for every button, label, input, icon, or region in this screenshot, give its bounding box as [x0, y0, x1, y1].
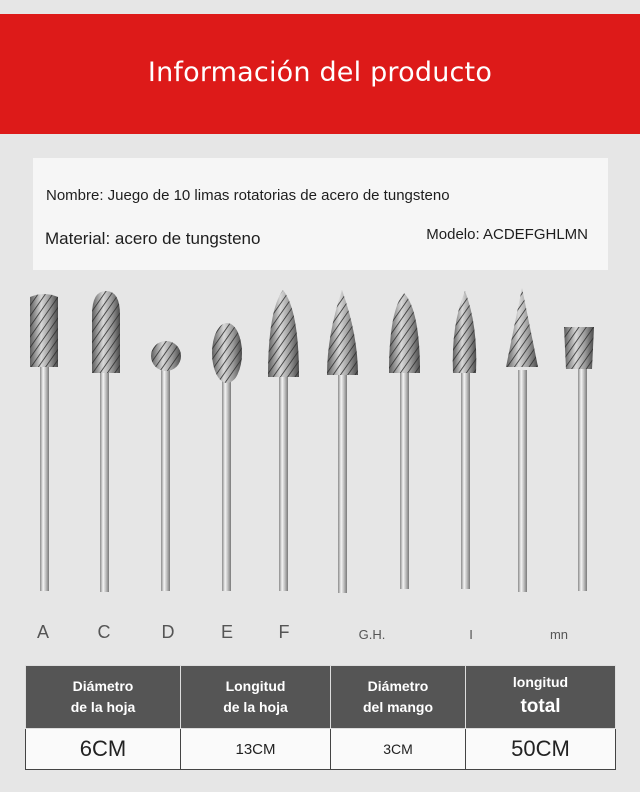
- bit-g: [327, 290, 358, 593]
- bit-d: [151, 341, 181, 591]
- bit-c: [92, 291, 120, 592]
- bit-h: [389, 293, 420, 589]
- spec-table: [25, 665, 616, 770]
- bit-label-e: E: [220, 622, 234, 642]
- spec-header-row: [26, 666, 616, 729]
- product-model: Modelo: ACDEFGHLMN: [426, 226, 588, 243]
- bit-label-i: I: [469, 627, 473, 642]
- bit-label-gh: G.H.: [358, 627, 386, 642]
- product-info-box: [33, 158, 608, 270]
- value-total-length: 50CM: [466, 729, 616, 770]
- header-blade-diameter: Diámetro de la hoja: [26, 666, 181, 729]
- bit-i: [453, 291, 477, 589]
- value-blade-diameter: 6CM: [26, 729, 181, 770]
- header-total-length: longitud total: [466, 666, 616, 729]
- bit-m: [564, 327, 594, 591]
- header-banner: [0, 14, 640, 134]
- bit-label-a: A: [36, 622, 50, 642]
- value-shank-diameter: 3CM: [331, 729, 466, 770]
- product-material: Material: acero de tungsteno: [45, 229, 261, 248]
- bit-l: [506, 288, 538, 592]
- bit-label-f: F: [278, 622, 290, 642]
- product-name: Nombre: Juego de 10 limas rotatorias de acero de tungsteno: [46, 187, 450, 204]
- bit-e: [212, 323, 242, 591]
- bit-a: [30, 294, 58, 591]
- bit-label-c: C: [97, 622, 111, 642]
- bit-label-mn: mn: [549, 627, 569, 642]
- burr-bits-image: [0, 285, 640, 605]
- page-title: Información del producto: [147, 56, 493, 88]
- header-blade-length: Longitud de la hoja: [181, 666, 331, 729]
- bit-labels: [0, 622, 640, 652]
- bit-label-d: D: [161, 622, 175, 642]
- value-blade-length: 13CM: [181, 729, 331, 770]
- bit-f: [268, 290, 299, 591]
- header-shank-diameter: Diámetro del mango: [331, 666, 466, 729]
- spec-value-row: [26, 729, 616, 770]
